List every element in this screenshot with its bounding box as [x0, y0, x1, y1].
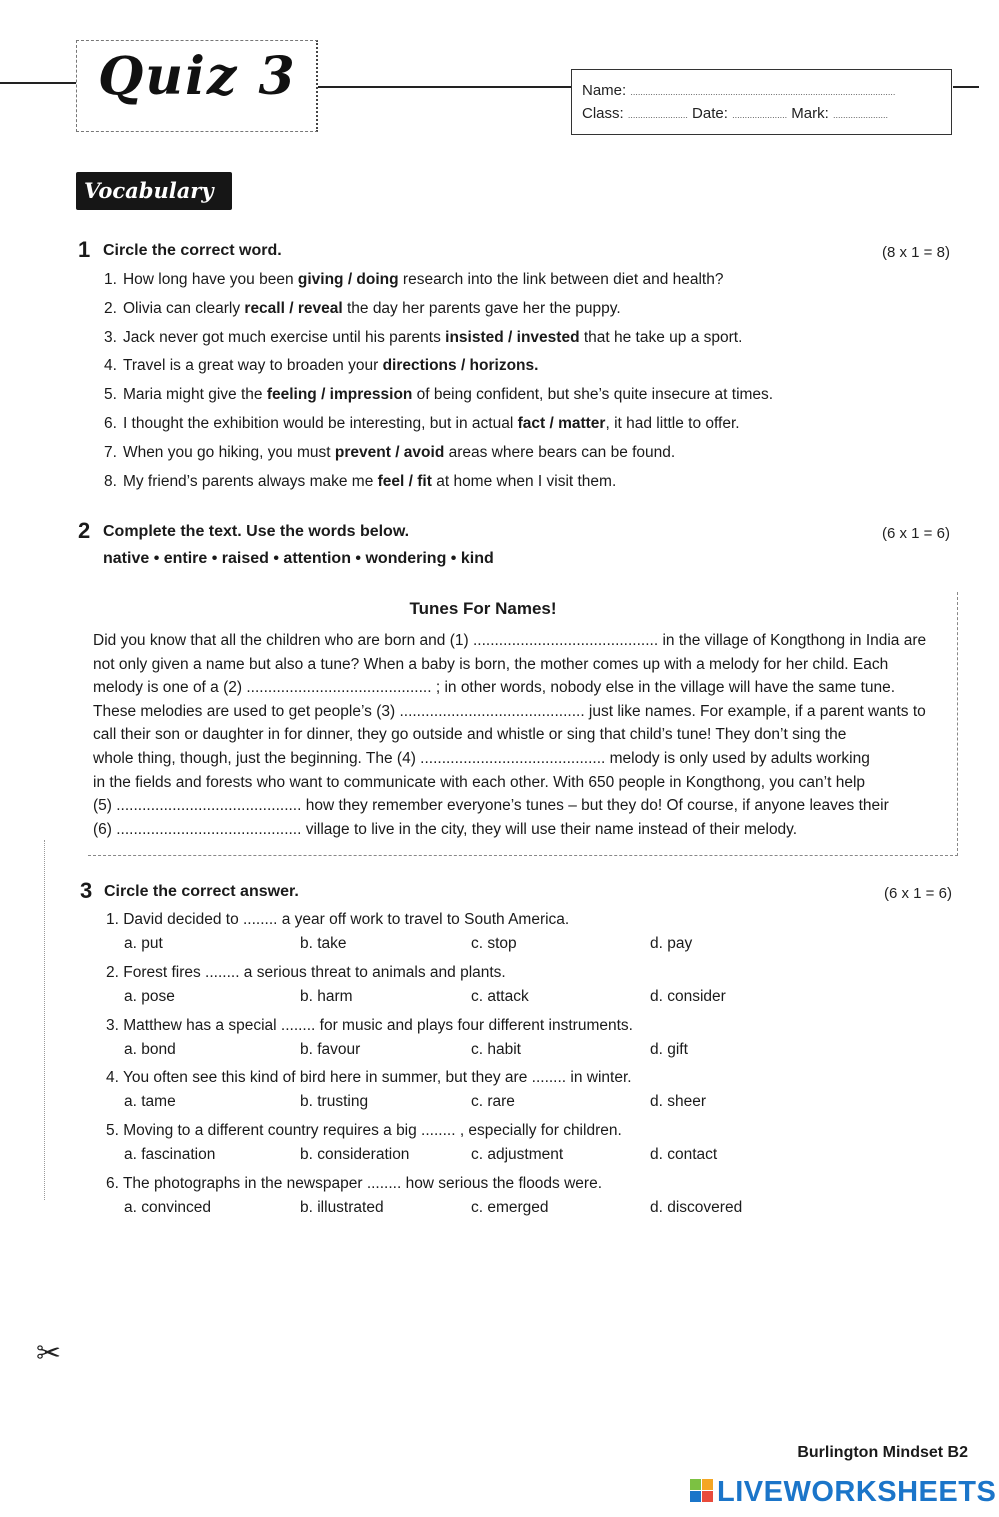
section2-score: (6 x 1 = 6): [882, 525, 950, 542]
item-text-after: research into the link between diet and health?: [398, 271, 724, 288]
section3-title: Circle the correct answer.: [104, 883, 299, 900]
header-rule-middle: [318, 86, 572, 88]
reading-text-line: Did you know that all the children who are born and (1) ........................................... in the village of Kongthong in India are: [93, 632, 927, 649]
item-text-after: areas where bears can be found.: [444, 444, 676, 461]
section1-item: [104, 271, 723, 289]
answer-option-b[interactable]: b. trusting: [300, 1093, 369, 1110]
answer-option-c[interactable]: c. attack: [471, 988, 529, 1005]
word-choice[interactable]: insisted / invested: [445, 329, 580, 346]
answer-option-d[interactable]: d. gift: [650, 1041, 688, 1058]
item-text-before: Jack never got much exercise until his parents: [122, 329, 446, 346]
reading-text-line: in the fields and forests who want to communicate with each other. With 650 people in Kongthong, you can’t help: [93, 773, 866, 791]
word-choice[interactable]: giving / doing: [297, 271, 399, 288]
section1-item: [104, 415, 740, 433]
question-stem: 1. David decided to ........ a year off work to travel to South America.: [106, 911, 570, 928]
item-text-before: How long have you been: [122, 271, 298, 288]
reading-text-line: (5) ........................................... how they remember everyone’s tunes – but they do! Of course, if anyone leaves their: [93, 797, 889, 815]
name-label: Name:: [582, 82, 627, 99]
item-number: 2.: [104, 300, 117, 317]
question-stem: 3. Matthew has a special ........ for music and plays four different instruments.: [106, 1017, 633, 1034]
word-choice[interactable]: recall / reveal: [244, 300, 343, 317]
reading-text-line: These melodies are used to get people’s (3) ........................................... just like names. For example, if a parent wants to: [93, 702, 926, 720]
date-label: Date:: [692, 105, 728, 122]
answer-option-b[interactable]: b. take: [300, 935, 347, 952]
section1-item: [104, 329, 742, 347]
answer-option-a[interactable]: a. tame: [124, 1093, 176, 1110]
answer-option-a[interactable]: a. bond: [124, 1041, 176, 1058]
word-choice[interactable]: feel / fit: [377, 473, 432, 490]
section1-item: [104, 357, 538, 375]
item-text-after: the day her parents gave her the puppy.: [342, 300, 621, 317]
item-text-before: Olivia can clearly: [122, 300, 245, 317]
answer-option-c[interactable]: c. emerged: [471, 1199, 549, 1216]
answer-option-d[interactable]: d. contact: [650, 1146, 718, 1163]
class-date-mark-row: [582, 105, 888, 122]
mark-label: Mark:: [791, 105, 829, 122]
liveworksheets-wordmark: LIVEWORKSHEETS: [717, 1476, 997, 1508]
section1-item: [104, 386, 773, 404]
answer-option-b[interactable]: b. harm: [300, 988, 353, 1005]
answer-option-c[interactable]: c. rare: [471, 1093, 515, 1110]
reading-text-line: melody is one of a (2) ........................................... ; in other words, nobody else in the village will have the same tune.: [93, 679, 896, 697]
answer-option-c[interactable]: c. stop: [471, 935, 517, 952]
section1-title: Circle the correct word.: [103, 242, 282, 259]
vocabulary-section-tag: Vocabulary: [76, 172, 232, 210]
student-info-box: [571, 69, 952, 135]
item-text-after: that he take up a sport.: [579, 329, 743, 346]
section1-item: [104, 444, 675, 462]
answer-option-b[interactable]: b. consideration: [300, 1146, 410, 1163]
reading-text-line: not only given a name but also a tune? When a baby is born, the mother comes up with a melody for her child. Each: [93, 655, 889, 673]
item-text-before: My friend’s parents always make me: [122, 473, 378, 490]
word-choice[interactable]: directions / horizons.: [382, 357, 539, 374]
section2-title: Complete the text. Use the words below.: [103, 523, 410, 540]
question-stem: 6. The photographs in the newspaper ........ how serious the floods were.: [106, 1175, 603, 1192]
answer-option-c[interactable]: c. habit: [471, 1041, 521, 1058]
item-text-before: When you go hiking, you must: [122, 444, 335, 461]
question-stem: 4. You often see this kind of bird here in summer, but they are ........ in winter.: [106, 1069, 632, 1086]
section3-number: 3: [80, 878, 93, 903]
reading-text-body: [93, 629, 953, 841]
section1-score: (8 x 1 = 8): [882, 244, 950, 261]
name-field[interactable]: ..........................................................................................................: [630, 87, 896, 97]
word-choice[interactable]: fact / matter: [517, 415, 606, 432]
answer-option-d[interactable]: d. sheer: [650, 1093, 707, 1110]
item-number: 8.: [104, 473, 117, 490]
section2-number: 2: [78, 518, 91, 543]
answer-option-b[interactable]: b. favour: [300, 1041, 361, 1058]
word-choice[interactable]: feeling / impression: [266, 386, 413, 403]
publisher-brand: Burlington Mindset B2: [797, 1444, 968, 1461]
word-bank: native • entire • raised • attention • wondering • kind: [103, 550, 494, 567]
reading-text-title: Tunes For Names!: [409, 599, 557, 618]
name-row: [582, 82, 895, 99]
item-text-after: , it had little to offer.: [605, 415, 740, 432]
item-number: 7.: [104, 444, 117, 461]
liveworksheets-logo: [690, 1476, 996, 1509]
reading-text-line: (6) ........................................... village to live in the city, they will use their name instead of their melody.: [93, 820, 798, 838]
reading-text-line: whole thing, though, just the beginning. The (4) ........................................... melody is only used by adults working: [93, 749, 870, 767]
answer-option-d[interactable]: d. discovered: [650, 1199, 743, 1216]
answer-option-a[interactable]: a. put: [124, 935, 163, 952]
answer-option-b[interactable]: b. illustrated: [300, 1199, 384, 1216]
item-text-before: Travel is a great way to broaden your: [122, 357, 383, 374]
answer-option-a[interactable]: a. fascination: [124, 1146, 216, 1163]
item-number: 5.: [104, 386, 117, 403]
section1-item: [104, 473, 616, 491]
item-text-after: of being confident, but she’s quite insecure at times.: [412, 386, 774, 403]
answer-option-a[interactable]: a. pose: [124, 988, 175, 1005]
liveworksheets-icon: [690, 1479, 714, 1503]
scissors-icon: ✂: [36, 1337, 62, 1370]
item-number: 4.: [104, 357, 117, 374]
answer-option-c[interactable]: c. adjustment: [471, 1146, 564, 1163]
header-rule-right: [953, 86, 979, 88]
answer-option-d[interactable]: d. pay: [650, 935, 693, 952]
item-text-before: Maria might give the: [122, 386, 267, 403]
reading-text-line: call their son or daughter in for dinner, they go outside and whistle or sing that child’s tune! They don’t sing the: [93, 726, 847, 744]
section3-score: (6 x 1 = 6): [884, 885, 952, 902]
mark-field[interactable]: ......................: [832, 110, 888, 120]
class-label: Class:: [582, 105, 624, 122]
item-number: 1.: [104, 271, 117, 288]
section1-number: 1: [78, 237, 91, 262]
class-field[interactable]: ........................: [627, 110, 688, 120]
item-number: 3.: [104, 329, 117, 346]
question-stem: 2. Forest fires ........ a serious threat to animals and plants.: [106, 964, 506, 981]
word-choice[interactable]: prevent / avoid: [334, 444, 445, 461]
answer-option-a[interactable]: a. convinced: [124, 1199, 212, 1216]
item-text-after: at home when I visit them.: [431, 473, 617, 490]
answer-option-d[interactable]: d. consider: [650, 988, 726, 1005]
header-rule-left: [0, 82, 76, 84]
question-stem: 5. Moving to a different country requires a big ........ , especially for children.: [106, 1122, 622, 1139]
section1-item: [104, 300, 621, 318]
margin-dotted-line: [44, 840, 47, 1200]
item-number: 6.: [104, 415, 117, 432]
item-text-before: I thought the exhibition would be interesting, but in actual: [122, 415, 518, 432]
quiz-title: Quiz 3: [98, 46, 297, 107]
date-field[interactable]: ......................: [732, 110, 788, 120]
